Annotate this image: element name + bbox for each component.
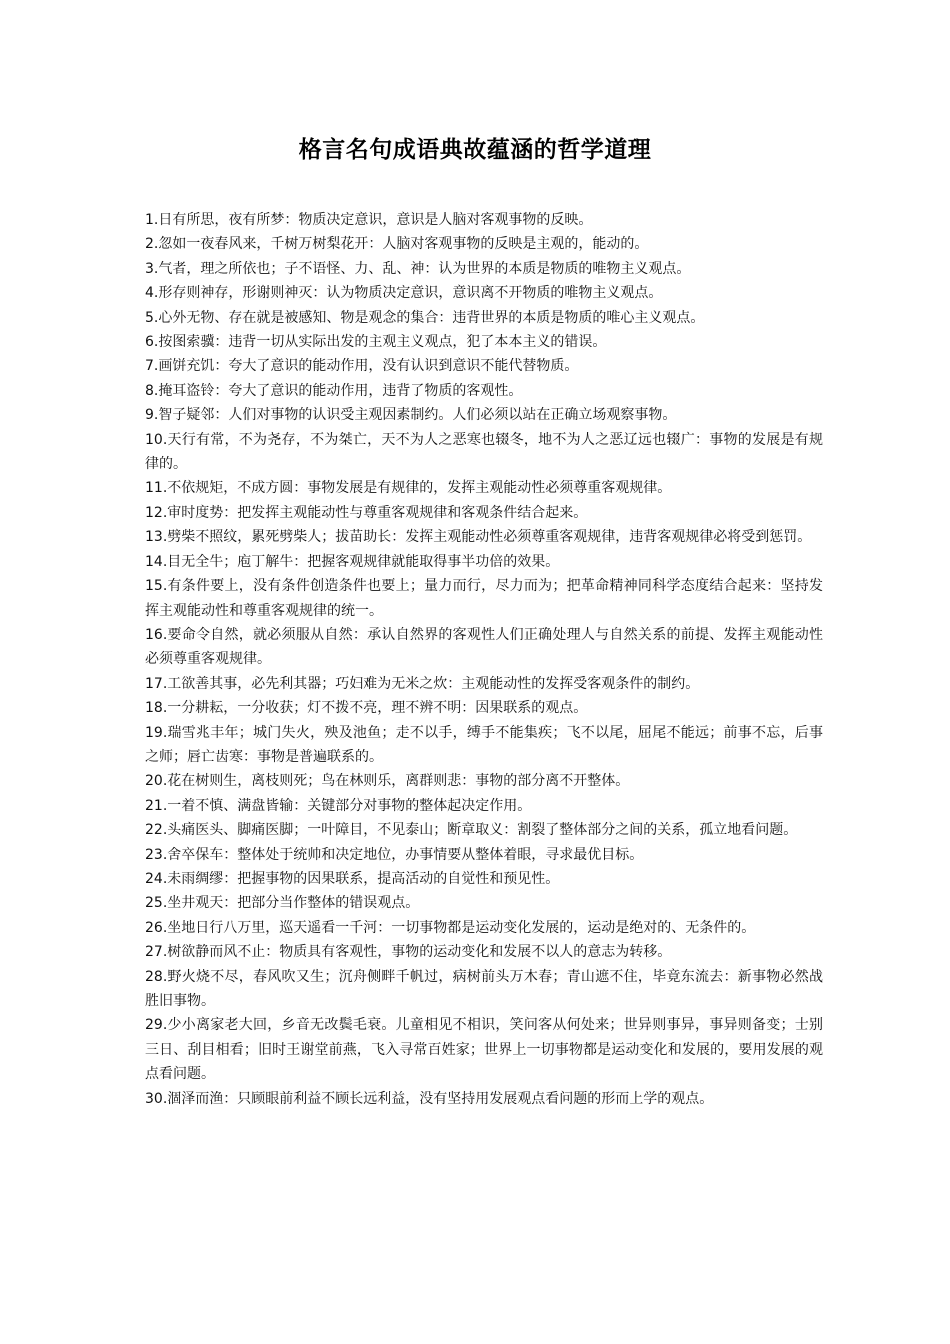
proverb-item: [145, 257, 823, 281]
proverb-item: [145, 1087, 823, 1111]
proverb-number: 11.: [145, 480, 168, 497]
proverb-number: 17.: [145, 675, 168, 692]
proverb-text: 智子疑邻：人们对事物的认识受主观因素制约。人们必须以站在正确立场观察事物。: [158, 407, 677, 424]
proverb-text: 一着不慎、满盘皆输：关键部分对事物的整体起决定作用。: [167, 797, 532, 814]
proverb-number: 15.: [145, 578, 168, 595]
proverb-item: [145, 769, 823, 793]
proverb-number: 26.: [145, 919, 168, 936]
proverb-text: 有条件要上，没有条件创造条件也要上；量力而行，尽力而为；把革命精神同科学态度结合起来：坚持发挥主观能动性和尊重客观规律的统一。: [145, 578, 823, 619]
proverb-list: [145, 208, 823, 1111]
proverb-item: [145, 940, 823, 964]
proverb-item: [145, 965, 823, 1014]
proverb-item: [145, 623, 823, 672]
proverb-item: [145, 501, 823, 525]
proverb-text: 坐地日行八万里，巡天遥看一千河：一切事物都是运动变化发展的，运动是绝对的、无条件的。: [167, 919, 756, 936]
proverb-item: [145, 843, 823, 867]
proverb-text: 头痛医头、脚痛医脚；一叶障目，不见泰山；断章取义：割裂了整体部分之间的关系，孤立地看问题。: [167, 822, 798, 839]
proverb-text: 坐井观天：把部分当作整体的错误观点。: [167, 895, 420, 912]
proverb-item: [145, 550, 823, 574]
proverb-item: [145, 306, 823, 330]
proverb-number: 8.: [145, 382, 159, 399]
proverb-number: 27.: [145, 944, 168, 961]
proverb-item: [145, 330, 823, 354]
proverb-item: [145, 574, 823, 623]
proverb-number: 13.: [145, 529, 168, 546]
proverb-text: 舍卒保车：整体处于统帅和决定地位，办事情要从整体着眼，寻求最优目标。: [167, 846, 644, 863]
proverb-text: 要命令自然，就必须服从自然：承认自然界的客观性人们正确处理人与自然关系的前提、发挥主观能动性必须尊重客观规律。: [145, 626, 823, 668]
proverb-item: [145, 721, 823, 770]
proverb-text: 树欲静而风不止：物质具有客观性，事物的运动变化和发展不以人的意志为转移。: [167, 944, 672, 961]
proverb-item: [145, 891, 823, 915]
proverb-number: 7.: [145, 358, 159, 375]
proverb-number: 1.: [145, 212, 159, 228]
proverb-item: [145, 354, 823, 378]
proverb-number: 9.: [145, 407, 159, 424]
proverb-text: 审时度势：把发挥主观能动性与尊重客观规律和客观条件结合起来。: [167, 504, 588, 521]
proverb-number: 12.: [145, 504, 168, 521]
proverb-text: 天行有常，不为尧存，不为桀亡，天不为人之恶寒也辍冬，地不为人之恶辽远也辍广：事物的发展是有规律的。: [145, 431, 823, 473]
proverb-text: 少小离家老大回，乡音无改鬓毛衰。儿童相见不相识，笑问客从何处来；世异则事异，事异则备变；士别三日、刮目相看；旧时王谢堂前燕，飞入寻常百姓家；世界上一切事物都是运动变化和发展的，要用发展的观点看问题。: [145, 1017, 823, 1083]
document-title: 格言名句成语典故蕴涵的哲学道理: [298, 137, 652, 163]
proverb-number: 29.: [145, 1017, 168, 1034]
proverb-text: 涸泽而渔：只顾眼前利益不顾长远利益，没有坚持用发展观点看问题的形而上学的观点。: [167, 1090, 714, 1107]
proverb-text: 形存则神存，形谢则神灭：认为物质决定意识，意识离不开物质的唯物主义观点。: [158, 285, 663, 302]
proverb-item: [145, 525, 823, 549]
proverb-item: [145, 379, 823, 403]
proverb-number: 6.: [145, 334, 159, 351]
proverb-number: 24.: [145, 870, 168, 887]
proverb-text: 日有所思，夜有所梦：物质决定意识，意识是人脑对客观事物的反映。: [158, 212, 593, 228]
proverb-number: 25.: [145, 895, 168, 912]
proverb-text: 花在树则生，离枝则死；鸟在林则乐，离群则悲：事物的部分离不开整体。: [167, 773, 630, 790]
proverb-text: 按图索骥：违背一切从实际出发的主观主义观点，犯了本本主义的错误。: [158, 334, 607, 351]
proverb-text: 掩耳盗铃：夸大了意识的能动作用，违背了物质的客观性。: [158, 382, 523, 399]
proverb-text: 未雨绸缪：把握事物的因果联系，提高活动的自觉性和预见性。: [167, 870, 560, 887]
proverb-number: 21.: [145, 797, 168, 814]
proverb-item: [145, 281, 823, 305]
proverb-text: 心外无物、存在就是被感知、物是观念的集合：违背世界的本质是物质的唯心主义观点。: [158, 309, 705, 326]
proverb-item: [145, 867, 823, 891]
proverb-item: [145, 696, 823, 720]
proverb-text: 劈柴不照纹，累死劈柴人；拔苗助长：发挥主观能动性必须尊重客观规律，违背客观规律必将受到惩罚。: [167, 529, 812, 546]
proverb-number: 20.: [145, 773, 168, 790]
proverb-number: 3.: [145, 260, 159, 277]
proverb-number: 10.: [145, 431, 168, 448]
proverb-item: [145, 672, 823, 696]
proverb-text: 气者，理之所依也；子不语怪、力、乱、神：认为世界的本质是物质的唯物主义观点。: [158, 260, 691, 277]
proverb-item: [145, 232, 823, 256]
proverb-number: 16.: [145, 626, 168, 643]
proverb-text: 画饼充饥：夸大了意识的能动作用，没有认识到意识不能代替物质。: [158, 358, 579, 375]
proverb-text: 不依规矩，不成方圆：事物发展是有规律的，发挥主观能动性必须尊重客观规律。: [167, 480, 672, 497]
proverb-item: [145, 916, 823, 940]
proverb-text: 忽如一夜春风来，千树万树梨花开：人脑对客观事物的反映是主观的，能动的。: [158, 236, 649, 253]
proverb-item: [145, 476, 823, 500]
proverb-text: 野火烧不尽，春风吹又生；沉舟侧畔千帆过，病树前头万木春；青山遮不住，毕竟东流去：新事物必然战胜旧事物。: [145, 968, 823, 1009]
proverb-item: [145, 1013, 823, 1086]
proverb-number: 2.: [145, 236, 159, 253]
proverb-number: 14.: [145, 553, 168, 570]
proverb-item: [145, 818, 823, 842]
proverb-text: 目无全牛；庖丁解牛：把握客观规律就能取得事半功倍的效果。: [167, 553, 560, 570]
proverb-number: 5.: [145, 309, 159, 326]
proverb-item: [145, 428, 823, 477]
proverb-number: 4.: [145, 285, 159, 302]
proverb-number: 19.: [145, 724, 168, 741]
proverb-number: 22.: [145, 822, 168, 839]
proverb-text: 瑞雪兆丰年；城门失火，殃及池鱼；走不以手，缚手不能集疾；飞不以尾，屈尾不能远；前事不忘，后事之师；唇亡齿寒：事物是普遍联系的。: [145, 724, 823, 765]
proverb-number: 18.: [145, 700, 168, 717]
proverb-text: 工欲善其事，必先利其器；巧妇难为无米之炊：主观能动性的发挥受客观条件的制约。: [167, 675, 700, 692]
proverb-number: 23.: [145, 846, 168, 863]
proverb-text: 一分耕耘，一分收获；灯不拨不亮，理不辨不明：因果联系的观点。: [167, 700, 588, 717]
proverb-item: [145, 403, 823, 427]
proverb-number: 30.: [145, 1090, 168, 1107]
proverb-item: [145, 208, 823, 232]
proverb-number: 28.: [145, 968, 168, 985]
proverb-item: [145, 794, 823, 818]
